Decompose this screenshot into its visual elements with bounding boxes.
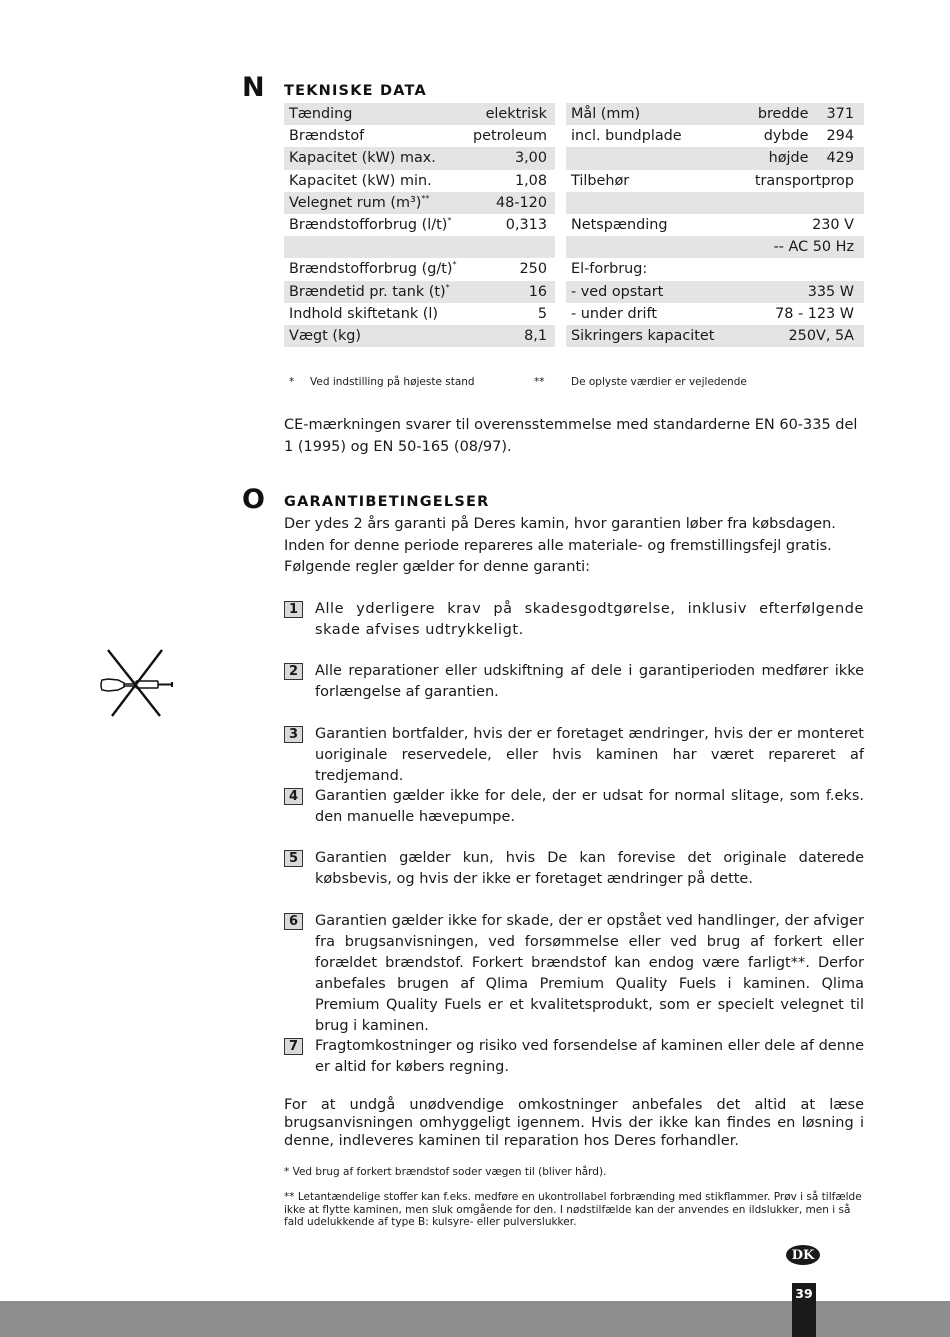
item-number-badge: 5	[284, 850, 303, 867]
spec-label: Mål (mm)	[571, 106, 641, 123]
spec-row	[284, 325, 555, 347]
spec-value: 78 - 123 W	[775, 305, 854, 322]
spec-value: 371	[826, 106, 854, 123]
item-number-badge: 4	[284, 788, 303, 805]
item-text: Fragtomkostninger og risiko ved forsendelse af kaminen eller dele af denne er altid for købers regning.	[315, 1038, 864, 1075]
spec-row	[284, 103, 555, 125]
spec-label: El-forbrug:	[571, 261, 648, 278]
section-letter-n: N	[242, 72, 265, 103]
warranty-item	[284, 599, 864, 641]
item-text: Garantien gælder ikke for skade, der er opstået ved handlinger, der afviger fra brugsanvisningen, ved forsømmelse eller ved brug af forkert eller forældet brændstof. Forkert brændstof kan endog være farligt**. Derfor anbefales brugen af Qlima Premium Quality Fuels i kaminen. Qlima Premium Quality Fuels er et kvalitetsprodukt, som er specielt velegnet til brug i kaminen.	[315, 913, 864, 1034]
item-text: Garantien gælder kun, hvis De kan forevise det originale daterede købsbevis, og hvis der ikke er foretaget ændringer på dette.	[315, 850, 864, 887]
spec-row	[284, 303, 555, 325]
spec-value: petroleum	[472, 128, 547, 145]
note-wrong-fuel: * Ved brug af forkert brændstof soder vægen til (bliver hård).	[284, 1166, 607, 1178]
spec-row	[566, 236, 864, 258]
spec-label: Brændetid pr. tank (t)	[289, 283, 446, 300]
spec-value: 335 W	[807, 283, 854, 300]
footnote-mark-double: **	[534, 376, 545, 388]
spec-value: 16	[528, 283, 547, 300]
spec-value: 230 V	[812, 217, 854, 234]
note-flammable: ** Letantændelige stoffer kan f.eks. medføre en ukontrollabel forbrænding med stikflammer. Prøv i så tilfælde ikke at flytte kaminen, men sluk omgående for den. I nødstilfælde kan der anvendes en ildslukker, men i så fald udelukkende af type B: kulsyre- eller pulverslukker.	[284, 1191, 862, 1228]
spec-label: Brændstofforbrug (g/t)	[289, 261, 453, 278]
spec-label: incl. bundplade	[571, 128, 682, 145]
spec-table-right	[566, 103, 864, 347]
warranty-item	[284, 1036, 864, 1078]
spec-dimension: dybde	[763, 128, 809, 145]
item-number-badge: 2	[284, 663, 303, 680]
spec-value: 8,1	[524, 327, 547, 344]
spec-row	[566, 214, 864, 236]
spec-row	[566, 325, 864, 347]
heading-tekniske-data: TEKNISKE DATA	[284, 83, 427, 99]
item-text: Alle reparationer eller udskiftning af dele i garantiperioden medfører ikke forlængelse af garantien.	[315, 663, 864, 700]
item-text: Alle yderligere krav på skadesgodtgørelse, inklusiv efterfølgende skade afvises udtrykkeligt.	[315, 601, 864, 638]
item-text: Garantien bortfalder, hvis der er foretaget ændringer, hvis der er monteret uoriginale reservedele, eller hvis kaminen har været repareret af tredjemand.	[315, 726, 864, 784]
warranty-intro: Der ydes 2 års garanti på Deres kamin, hvor garantien løber fra købsdagen. Inden for denne periode repareres alle materiale- og fremstillingsfejl gratis. Følgende regler gælder for denne garanti:	[284, 516, 836, 575]
spec-value: elektrisk	[485, 106, 547, 123]
spec-dimension: bredde	[757, 106, 809, 123]
spec-table-left	[284, 103, 555, 347]
warranty-item	[284, 724, 864, 787]
warranty-item	[284, 786, 864, 828]
spec-label: Netspænding	[571, 217, 668, 234]
spec-row: Brændetid pr. tank (t)* 16	[284, 281, 555, 303]
item-number-badge: 6	[284, 913, 303, 930]
spec-value: 1,08	[514, 172, 547, 189]
spec-label: Tilbehør	[571, 172, 630, 189]
spec-row	[284, 125, 555, 147]
warranty-item	[284, 848, 864, 890]
spec-row	[566, 103, 864, 125]
spec-value: 250V, 5A	[788, 327, 854, 344]
spec-label: Brændstof	[289, 128, 365, 145]
spec-value: 3,00	[514, 150, 547, 167]
spec-value: -- AC 50 Hz	[773, 239, 854, 256]
spec-value: 429	[826, 150, 854, 167]
closing-paragraph: For at undgå unødvendige omkostninger anbefales det altid at læse brugsanvisningen omhyggeligt igennem. Hvis der ikke kan findes en løsning i denne, indleveres kaminen til reparation hos Deres forhandler.	[284, 1097, 864, 1149]
spec-row	[284, 236, 555, 258]
no-screwdriver-icon	[98, 647, 178, 723]
warranty-item	[284, 661, 864, 703]
spec-row	[566, 170, 864, 192]
spec-row: Brændstofforbrug (g/t)* 250	[289, 260, 547, 278]
spec-row	[284, 147, 555, 169]
spec-label: Kapacitet (kW) min.	[289, 172, 432, 189]
item-number-badge: 7	[284, 1038, 303, 1055]
ce-statement: CE-mærkningen svarer til overensstemmelse med standarderne EN 60-335 del 1 (1995) og EN 50-165 (08/97).	[284, 417, 858, 455]
spec-row	[566, 192, 864, 214]
footnote-mark-single: *	[289, 376, 295, 388]
spec-label: Kapacitet (kW) max.	[289, 150, 436, 167]
spec-row	[566, 125, 864, 147]
spec-label: Brændstofforbrug (l/t)	[289, 217, 448, 234]
heading-garantibetingelser: GARANTIBETINGELSER	[284, 494, 490, 510]
spec-label: Velegnet rum (m³)	[289, 194, 422, 211]
section-letter-o: O	[242, 484, 265, 515]
spec-label: - ved opstart	[571, 283, 664, 300]
spec-label: Tænding	[289, 106, 353, 123]
spec-value: 294	[826, 128, 854, 145]
item-text: Garantien gælder ikke for dele, der er udsat for normal slitage, som f.eks. den manuelle hævepumpe.	[315, 788, 864, 825]
spec-label: Vægt (kg)	[289, 327, 362, 344]
language-badge-dk: DK	[786, 1245, 820, 1265]
spec-dimension: højde	[768, 150, 809, 167]
item-number-badge: 3	[284, 726, 303, 743]
item-number-badge: 1	[284, 601, 303, 618]
footnote-right: De oplyste værdier er vejledende	[571, 376, 747, 388]
spec-value: transportprop	[754, 172, 854, 189]
page-number: 39	[795, 1286, 813, 1301]
spec-label: Sikringers kapacitet	[571, 327, 715, 344]
spec-value: 0,313	[505, 217, 547, 234]
spec-value: 48-120	[496, 194, 547, 211]
spec-row	[566, 281, 864, 303]
warranty-item	[284, 911, 864, 1037]
spec-row: Velegnet rum (m³)** 48-120	[284, 192, 555, 214]
spec-row	[284, 170, 555, 192]
spec-row	[566, 303, 864, 325]
spec-value: 250	[519, 261, 547, 278]
spec-value: 5	[537, 305, 547, 322]
spec-row	[566, 258, 864, 280]
spec-label: Indhold skiftetank (l)	[289, 305, 438, 322]
spec-label: - under drift	[571, 305, 657, 322]
spec-row	[566, 147, 864, 169]
spec-row: Brændstofforbrug (l/t)* 0,313	[289, 216, 547, 234]
footnote-left: Ved indstilling på højeste stand	[310, 376, 475, 388]
